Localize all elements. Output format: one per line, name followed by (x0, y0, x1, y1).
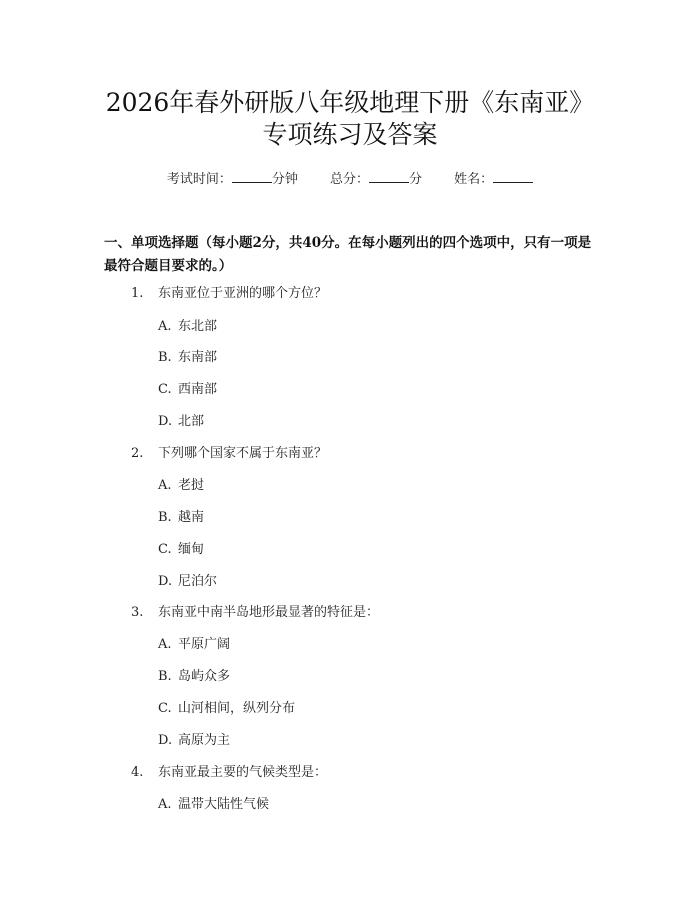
option-letter: C. (158, 542, 172, 557)
option-text: 东南部 (178, 350, 218, 365)
option-letter: B. (158, 669, 172, 684)
exam-score-unit: 分 (409, 172, 423, 187)
option-text: 越南 (178, 510, 205, 525)
option-text: 东北部 (178, 319, 218, 334)
option-letter: A. (158, 797, 172, 812)
option-letter: D. (158, 414, 173, 429)
option-text: 温带大陆性气候 (178, 797, 270, 812)
option-text: 北部 (178, 414, 205, 429)
option-2d[interactable] (158, 570, 217, 589)
option-4a[interactable] (158, 793, 269, 812)
option-1c[interactable] (158, 378, 217, 397)
exam-time-blank[interactable] (232, 170, 272, 183)
option-letter: B. (158, 350, 172, 365)
document-title-line-2: 专项练习及答案 (262, 120, 438, 149)
option-letter: D. (158, 574, 173, 589)
exam-time-unit: 分钟 (271, 172, 298, 187)
student-name-label: 姓名： (454, 172, 494, 187)
option-letter: D. (158, 733, 173, 748)
option-text: 山河相间，纵列分布 (178, 701, 296, 716)
question-text: 东南亚位于亚洲的哪个方位？ (158, 286, 328, 301)
option-1b[interactable] (158, 346, 217, 365)
option-text: 高原为主 (178, 733, 231, 748)
option-2b[interactable] (158, 506, 204, 525)
question-number: 2. (131, 446, 144, 461)
option-letter: A. (158, 637, 172, 652)
option-text: 平原广阔 (178, 637, 231, 652)
option-letter: B. (158, 510, 172, 525)
option-letter: C. (158, 701, 172, 716)
option-2a[interactable] (158, 474, 204, 493)
option-letter: C. (158, 382, 172, 397)
exam-time (167, 172, 302, 187)
document-title-line-1: 2026年春外研版八年级地理下册《东南亚》 (105, 88, 595, 117)
exam-score-label: 总分： (329, 172, 369, 187)
option-3d[interactable] (158, 729, 230, 748)
option-text: 老挝 (178, 478, 205, 493)
exam-score-blank[interactable] (369, 170, 409, 183)
student-name-blank[interactable] (493, 170, 533, 183)
section-1-heading: 一、单项选择题（每小题2分，共40分。在每小题列出的四个选项中，只有一项是最符合题目要求的。） (104, 235, 592, 274)
option-3c[interactable] (158, 697, 295, 716)
option-text: 西南部 (178, 382, 218, 397)
question-4 (131, 761, 327, 780)
question-text: 东南亚中南半岛地形最显著的特征是： (158, 605, 380, 620)
question-number: 3. (131, 605, 144, 620)
option-1a[interactable] (158, 315, 217, 334)
option-text: 缅甸 (178, 542, 205, 557)
question-3 (131, 601, 379, 620)
question-2 (131, 442, 327, 461)
option-3a[interactable] (158, 633, 230, 652)
option-letter: A. (158, 478, 172, 493)
question-number: 1. (131, 286, 144, 301)
option-1d[interactable] (158, 410, 204, 429)
exam-score (330, 172, 426, 187)
question-text: 东南亚最主要的气候类型是： (158, 765, 328, 780)
option-text: 岛屿众多 (178, 669, 231, 684)
option-letter: A. (158, 319, 172, 334)
student-name (454, 172, 533, 187)
question-1 (131, 282, 327, 301)
question-text: 下列哪个国家不属于东南亚？ (158, 446, 328, 461)
option-2c[interactable] (158, 538, 204, 557)
option-3b[interactable] (158, 665, 230, 684)
option-text: 尼泊尔 (178, 574, 218, 589)
exam-time-label: 考试时间： (166, 172, 232, 187)
question-number: 4. (131, 765, 144, 780)
exam-meta (0, 168, 700, 187)
